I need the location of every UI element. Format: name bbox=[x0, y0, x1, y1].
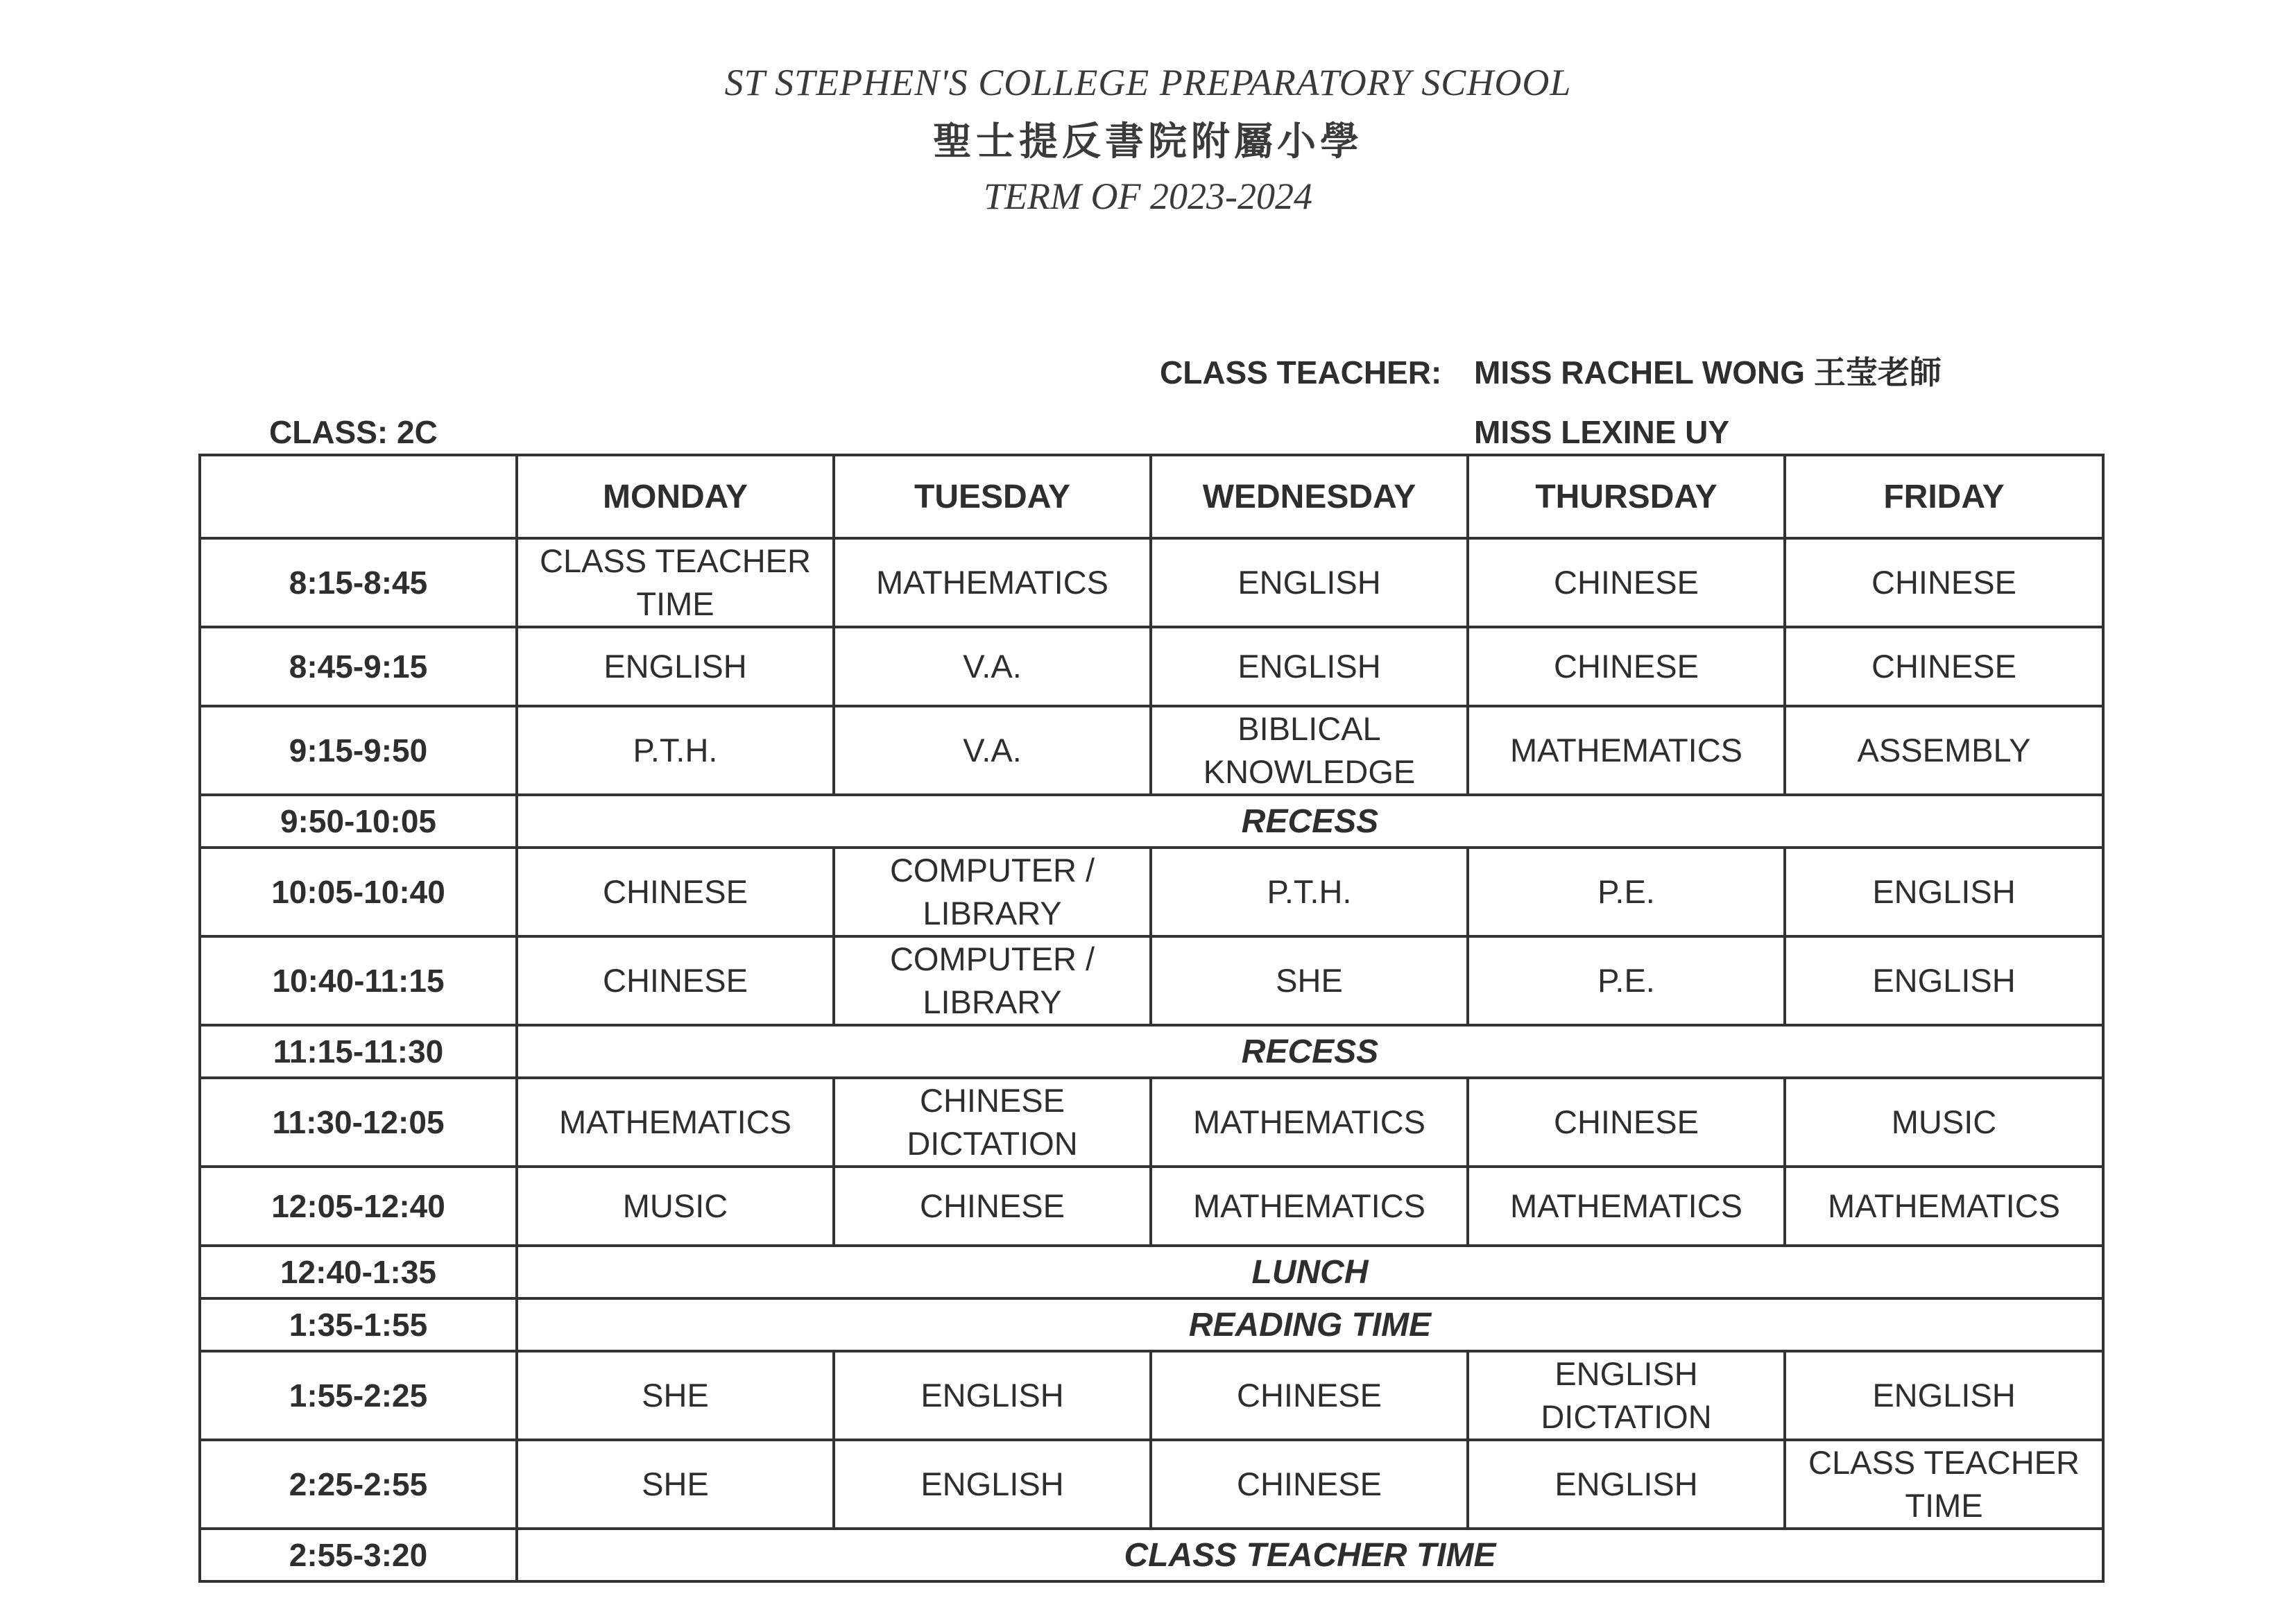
lesson-cell: ENGLISH bbox=[1785, 1351, 2103, 1440]
time-slot: 1:35-1:55 bbox=[200, 1298, 517, 1351]
lesson-cell: P.T.H. bbox=[1151, 848, 1468, 936]
timetable-header-row bbox=[200, 455, 2103, 538]
timetable bbox=[198, 454, 2105, 1583]
table-row bbox=[200, 1167, 2103, 1246]
table-row bbox=[200, 706, 2103, 795]
time-slot: 2:25-2:55 bbox=[200, 1440, 517, 1529]
school-name: ST STEPHEN'S COLLEGE PREPARATORY SCHOOL bbox=[724, 62, 1572, 103]
table-row bbox=[200, 1351, 2103, 1440]
lesson-cell: CHINESE bbox=[1151, 1351, 1468, 1440]
time-slot: 11:15-11:30 bbox=[200, 1025, 517, 1078]
lesson-cell: MATHEMATICS bbox=[1468, 1167, 1785, 1246]
day-header-thursday: THURSDAY bbox=[1468, 455, 1785, 538]
lesson-cell: CLASS TEACHER TIME bbox=[517, 538, 834, 627]
lesson-cell: SHE bbox=[517, 1351, 834, 1440]
lesson-cell: MATHEMATICS bbox=[1785, 1167, 2103, 1246]
lesson-cell: ENGLISH bbox=[834, 1351, 1151, 1440]
time-slot: 10:40-11:15 bbox=[200, 936, 517, 1025]
lesson-cell: CHINESE bbox=[834, 1167, 1151, 1246]
lesson-cell: ENGLISH bbox=[1151, 538, 1468, 627]
break-row bbox=[200, 1025, 2103, 1078]
class-label: CLASS: 2C bbox=[269, 414, 438, 450]
break-label: RECESS bbox=[517, 795, 2103, 848]
break-row bbox=[200, 1529, 2103, 1581]
lesson-cell: CHINESE bbox=[1468, 538, 1785, 627]
lesson-cell: ENGLISH bbox=[1151, 627, 1468, 706]
day-header-monday: MONDAY bbox=[517, 455, 834, 538]
break-row bbox=[200, 1298, 2103, 1351]
table-row bbox=[200, 1440, 2103, 1529]
table-row bbox=[200, 1078, 2103, 1167]
day-header-tuesday: TUESDAY bbox=[834, 455, 1151, 538]
lesson-cell: MUSIC bbox=[1785, 1078, 2103, 1167]
lesson-cell: MATHEMATICS bbox=[1151, 1167, 1468, 1246]
lesson-cell: SHE bbox=[1151, 936, 1468, 1025]
break-label: READING TIME bbox=[517, 1298, 2103, 1351]
lesson-cell: P.E. bbox=[1468, 936, 1785, 1025]
time-slot: 8:15-8:45 bbox=[200, 538, 517, 627]
lesson-cell: V.A. bbox=[834, 706, 1151, 795]
lesson-cell: P.T.H. bbox=[517, 706, 834, 795]
lesson-cell: MATHEMATICS bbox=[517, 1078, 834, 1167]
lesson-cell: ENGLISH DICTATION bbox=[1468, 1351, 1785, 1440]
school-name-chinese: 聖士提反書院附屬小學 bbox=[933, 119, 1363, 164]
lesson-cell: CHINESE bbox=[517, 936, 834, 1025]
time-slot: 10:05-10:40 bbox=[200, 848, 517, 936]
table-row bbox=[200, 627, 2103, 706]
lesson-cell: CLASS TEACHER TIME bbox=[1785, 1440, 2103, 1529]
lesson-cell: CHINESE bbox=[1151, 1440, 1468, 1529]
table-row bbox=[200, 848, 2103, 936]
term-title: TERM OF 2023-2024 bbox=[984, 175, 1312, 217]
lesson-cell: MUSIC bbox=[517, 1167, 834, 1246]
lesson-cell: ENGLISH bbox=[834, 1440, 1151, 1529]
table-row bbox=[200, 936, 2103, 1025]
time-slot: 1:55-2:25 bbox=[200, 1351, 517, 1440]
lesson-cell: COMPUTER / LIBRARY bbox=[834, 936, 1151, 1025]
class-teacher-label: CLASS TEACHER: bbox=[1160, 354, 1442, 390]
lesson-cell: ENGLISH bbox=[517, 627, 834, 706]
time-slot: 12:40-1:35 bbox=[200, 1246, 517, 1298]
lesson-cell: CHINESE bbox=[1785, 627, 2103, 706]
time-slot: 9:15-9:50 bbox=[200, 706, 517, 795]
day-header-wednesday: WEDNESDAY bbox=[1151, 455, 1468, 538]
lesson-cell: ENGLISH bbox=[1785, 936, 2103, 1025]
time-slot: 8:45-9:15 bbox=[200, 627, 517, 706]
lesson-cell: CHINESE bbox=[1468, 627, 1785, 706]
break-label: LUNCH bbox=[517, 1246, 2103, 1298]
class-teacher-name: MISS LEXINE UY bbox=[1474, 414, 1730, 450]
lesson-cell: MATHEMATICS bbox=[1468, 706, 1785, 795]
lesson-cell: ENGLISH bbox=[1785, 848, 2103, 936]
lesson-cell: BIBLICAL KNOWLEDGE bbox=[1151, 706, 1468, 795]
lesson-cell: MATHEMATICS bbox=[1151, 1078, 1468, 1167]
lesson-cell: MATHEMATICS bbox=[834, 538, 1151, 627]
lesson-cell: CHINESE DICTATION bbox=[834, 1078, 1151, 1167]
table-row bbox=[200, 538, 2103, 627]
lesson-cell: COMPUTER / LIBRARY bbox=[834, 848, 1151, 936]
class-teacher-name: MISS RACHEL WONG 王莹老師 bbox=[1474, 354, 1942, 390]
break-row bbox=[200, 1246, 2103, 1298]
time-slot: 12:05-12:40 bbox=[200, 1167, 517, 1246]
lesson-cell: ENGLISH bbox=[1468, 1440, 1785, 1529]
lesson-cell: CHINESE bbox=[1785, 538, 2103, 627]
day-header-friday: FRIDAY bbox=[1785, 455, 2103, 538]
time-slot: 2:55-3:20 bbox=[200, 1529, 517, 1581]
time-slot: 9:50-10:05 bbox=[200, 795, 517, 848]
time-slot: 11:30-12:05 bbox=[200, 1078, 517, 1167]
break-label: CLASS TEACHER TIME bbox=[517, 1529, 2103, 1581]
lesson-cell: CHINESE bbox=[517, 848, 834, 936]
lesson-cell: V.A. bbox=[834, 627, 1151, 706]
lesson-cell: CHINESE bbox=[1468, 1078, 1785, 1167]
lesson-cell: P.E. bbox=[1468, 848, 1785, 936]
break-row bbox=[200, 795, 2103, 848]
lesson-cell: ASSEMBLY bbox=[1785, 706, 2103, 795]
corner-cell bbox=[200, 455, 517, 538]
break-label: RECESS bbox=[517, 1025, 2103, 1078]
lesson-cell: SHE bbox=[517, 1440, 834, 1529]
